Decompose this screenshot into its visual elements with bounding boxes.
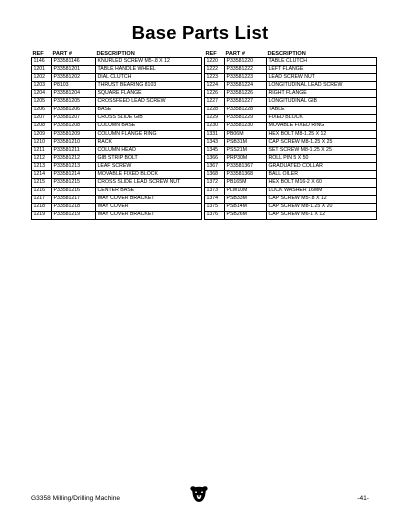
- page-title: Base Parts List: [131, 22, 269, 43]
- ref-cell: 1331: [205, 130, 225, 138]
- ref-cell: 1219: [32, 211, 52, 219]
- part-number-cell: P33581217: [52, 195, 96, 203]
- description-cell: GRADUATED COLLAR: [267, 163, 377, 171]
- description-cell: GIB STRIP BOLT: [96, 155, 202, 163]
- description-cell: COLUMN FLANGE RING: [96, 130, 202, 138]
- table-row: [32, 130, 202, 138]
- part-number-cell: P33581206: [52, 106, 96, 114]
- description-cell: KNURLED SCREW M5-.8 X 12: [96, 58, 202, 66]
- description-cell: HEX BOLT M8-1.25 X 12: [267, 130, 377, 138]
- page-number: -41-: [357, 495, 369, 502]
- table-row: [205, 163, 377, 171]
- description-cell: TABLE HANDLE WHEEL: [96, 66, 202, 74]
- part-number-cell: P33581220: [225, 58, 267, 66]
- part-number-cell: PSB31M: [225, 138, 267, 146]
- header-part: PART #: [52, 51, 72, 57]
- ref-cell: 1208: [32, 122, 52, 130]
- description-cell: LEFT FLANGE: [267, 66, 377, 74]
- table-row: [32, 211, 202, 219]
- description-cell: BASE: [96, 106, 202, 114]
- part-number-cell: P33581228: [225, 106, 267, 114]
- part-number-cell: P33581213: [52, 163, 96, 171]
- ref-cell: 1203: [32, 82, 52, 90]
- ref-cell: 1205: [32, 98, 52, 106]
- table-row: [32, 58, 202, 66]
- description-cell: FIXED BLOCK: [267, 114, 377, 122]
- ref-cell: 1223: [205, 74, 225, 82]
- part-number-cell: P33581202: [52, 74, 96, 82]
- table-row: [205, 82, 377, 90]
- table-row: [205, 187, 377, 195]
- header-ref: REF: [205, 51, 217, 57]
- table-row: [205, 58, 377, 66]
- table-row: [32, 155, 202, 163]
- ref-cell: 1230: [205, 122, 225, 130]
- description-cell: WAY COVER BRACKET: [96, 211, 202, 219]
- ref-cell: 1367: [205, 163, 225, 171]
- table-row: [32, 82, 202, 90]
- ref-cell: 1211: [32, 147, 52, 155]
- description-cell: CROSS SLIDE LEAD SCREW NUT: [96, 179, 202, 187]
- description-cell: THRUST BEARING 8103: [96, 82, 202, 90]
- table-row: [205, 74, 377, 82]
- description-cell: HEX BOLT M16-2 X 60: [267, 179, 377, 187]
- description-cell: LEAD SCREW NUT: [267, 74, 377, 82]
- description-cell: WAY COVER BRACKET: [96, 195, 202, 203]
- parts-table-left: [31, 48, 202, 220]
- description-cell: LEAF SCREW: [96, 163, 202, 171]
- table-row: [32, 147, 202, 155]
- ref-cell: 1210: [32, 138, 52, 146]
- table-row: [205, 66, 377, 74]
- description-cell: CROSS SLIDE GIB: [96, 114, 202, 122]
- table-row: [205, 138, 377, 146]
- ref-cell: 1201: [32, 66, 52, 74]
- ref-cell: 1217: [32, 195, 52, 203]
- ref-cell: 1218: [32, 203, 52, 211]
- table-row: [32, 90, 202, 98]
- table-row: [205, 211, 377, 219]
- table-row: [205, 98, 377, 106]
- description-cell: CAP SCREW M8-1.25 X 20: [267, 203, 377, 211]
- part-number-cell: P33581146: [52, 58, 96, 66]
- bear-head-icon: [189, 485, 209, 503]
- description-cell: DIAL CLUTCH: [96, 74, 202, 82]
- description-cell: SET SCREW M8-1.25 X 25: [267, 147, 377, 155]
- description-cell: ROLL PIN 5 X 50: [267, 155, 377, 163]
- ref-cell: 1146: [32, 58, 52, 66]
- ref-cell: 1204: [32, 90, 52, 98]
- ref-cell: 1216: [32, 187, 52, 195]
- ref-cell: 1372: [205, 179, 225, 187]
- description-cell: TABLE CLUTCH: [267, 58, 377, 66]
- part-number-cell: PB165M: [225, 179, 267, 187]
- description-cell: CAP SCREW M5-.8 X 12: [267, 195, 377, 203]
- part-number-cell: P33581215: [52, 179, 96, 187]
- part-number-cell: P8103: [52, 82, 96, 90]
- description-cell: CAP SCREW M8-1.25 X 25: [267, 138, 377, 146]
- description-cell: RACK: [96, 138, 202, 146]
- ref-cell: 1215: [32, 179, 52, 187]
- part-number-cell: P33581201: [52, 66, 96, 74]
- table-row: [32, 163, 202, 171]
- ref-cell: 1373: [205, 187, 225, 195]
- ref-cell: 1366: [205, 155, 225, 163]
- ref-cell: 1213: [32, 163, 52, 171]
- parts-table-right: [204, 48, 377, 220]
- part-number-cell: P33581210: [52, 138, 96, 146]
- table-row: [32, 74, 202, 82]
- ref-cell: 1343: [205, 138, 225, 146]
- part-number-cell: P33581211: [52, 147, 96, 155]
- header-part: PART #: [225, 51, 245, 57]
- part-number-cell: P33581219: [52, 211, 96, 219]
- table-row: [205, 147, 377, 155]
- description-cell: COLUMN HEAD: [96, 147, 202, 155]
- table-row: [205, 122, 377, 130]
- part-number-cell: PB06M: [225, 130, 267, 138]
- part-number-cell: P33581209: [52, 130, 96, 138]
- description-cell: BALL OILER: [267, 171, 377, 179]
- table-row: [32, 122, 202, 130]
- table-row: [32, 179, 202, 187]
- part-number-cell: P33581226: [225, 90, 267, 98]
- ref-cell: 1368: [205, 171, 225, 179]
- part-number-cell: P33581216: [52, 187, 96, 195]
- ref-cell: 1222: [205, 66, 225, 74]
- description-cell: LOCK WASHER 16MM: [267, 187, 377, 195]
- ref-cell: 1228: [205, 106, 225, 114]
- ref-cell: 1229: [205, 114, 225, 122]
- header-description: DESCRIPTION: [267, 51, 306, 57]
- part-number-cell: PSS21M: [225, 147, 267, 155]
- description-cell: CROSSFEED LEAD SCREW: [96, 98, 202, 106]
- part-number-cell: P33581222: [225, 66, 267, 74]
- header-description: DESCRIPTION: [96, 51, 135, 57]
- part-number-cell: P33581204: [52, 90, 96, 98]
- table-row: [32, 66, 202, 74]
- part-number-cell: P33581223: [225, 74, 267, 82]
- ref-cell: 1345: [205, 147, 225, 155]
- table-row: [32, 106, 202, 114]
- ref-cell: 1202: [32, 74, 52, 82]
- description-cell: LONGITUDINAL GIB: [267, 98, 377, 106]
- table-row: [205, 90, 377, 98]
- table-row: [205, 130, 377, 138]
- table-row: [205, 106, 377, 114]
- part-number-cell: P33581205: [52, 98, 96, 106]
- footer-machine-name: G3358 Milling/Drilling Machine: [31, 495, 121, 502]
- table-row: [205, 155, 377, 163]
- ref-cell: 1227: [205, 98, 225, 106]
- description-cell: COLUMN BASE: [96, 122, 202, 130]
- description-cell: SQUARE FLANGE: [96, 90, 202, 98]
- table-row: [32, 171, 202, 179]
- part-number-cell: P33581208: [52, 122, 96, 130]
- part-number-cell: P33581224: [225, 82, 267, 90]
- part-number-cell: P33581230: [225, 122, 267, 130]
- part-number-cell: PSB33M: [225, 195, 267, 203]
- part-number-cell: P33581368: [225, 171, 267, 179]
- table-row: [32, 138, 202, 146]
- table-header-row: [205, 48, 377, 58]
- part-number-cell: P33581229: [225, 114, 267, 122]
- table-header-row: [32, 48, 202, 58]
- ref-cell: 1226: [205, 90, 225, 98]
- part-number-cell: P33581227: [225, 98, 267, 106]
- ref-cell: 1224: [205, 82, 225, 90]
- ref-cell: 1212: [32, 155, 52, 163]
- part-number-cell: P33581212: [52, 155, 96, 163]
- ref-cell: 1220: [205, 58, 225, 66]
- table-row: [205, 179, 377, 187]
- table-row: [32, 187, 202, 195]
- table-row: [205, 195, 377, 203]
- description-cell: MOVABLE FIXED RING: [267, 122, 377, 130]
- ref-cell: 1375: [205, 203, 225, 211]
- table-row: [32, 195, 202, 203]
- table-row: [32, 98, 202, 106]
- description-cell: CENTER BASE: [96, 187, 202, 195]
- part-number-cell: P33581367: [225, 163, 267, 171]
- description-cell: WAY COVER: [96, 203, 202, 211]
- description-cell: CAP SCREW M6-1 X 12: [267, 211, 377, 219]
- part-number-cell: PRP30M: [225, 155, 267, 163]
- table-row: [205, 171, 377, 179]
- ref-cell: 1209: [32, 130, 52, 138]
- ref-cell: 1214: [32, 171, 52, 179]
- description-cell: RIGHT FLANGE: [267, 90, 377, 98]
- description-cell: TABLE: [267, 106, 377, 114]
- header-ref: REF: [32, 51, 44, 57]
- description-cell: MOVABLE FIXED BLOCK: [96, 171, 202, 179]
- ref-cell: 1376: [205, 211, 225, 219]
- part-number-cell: PLW10M: [225, 187, 267, 195]
- part-number-cell: P33581218: [52, 203, 96, 211]
- ref-cell: 1206: [32, 106, 52, 114]
- part-number-cell: PSB26M: [225, 211, 267, 219]
- part-number-cell: PSB14M: [225, 203, 267, 211]
- ref-cell: 1374: [205, 195, 225, 203]
- table-row: [205, 114, 377, 122]
- table-row: [32, 114, 202, 122]
- ref-cell: 1207: [32, 114, 52, 122]
- table-row: [32, 203, 202, 211]
- part-number-cell: P33581214: [52, 171, 96, 179]
- part-number-cell: P33581207: [52, 114, 96, 122]
- table-row: [205, 203, 377, 211]
- description-cell: LONGITUDINAL LEAD SCREW: [267, 82, 377, 90]
